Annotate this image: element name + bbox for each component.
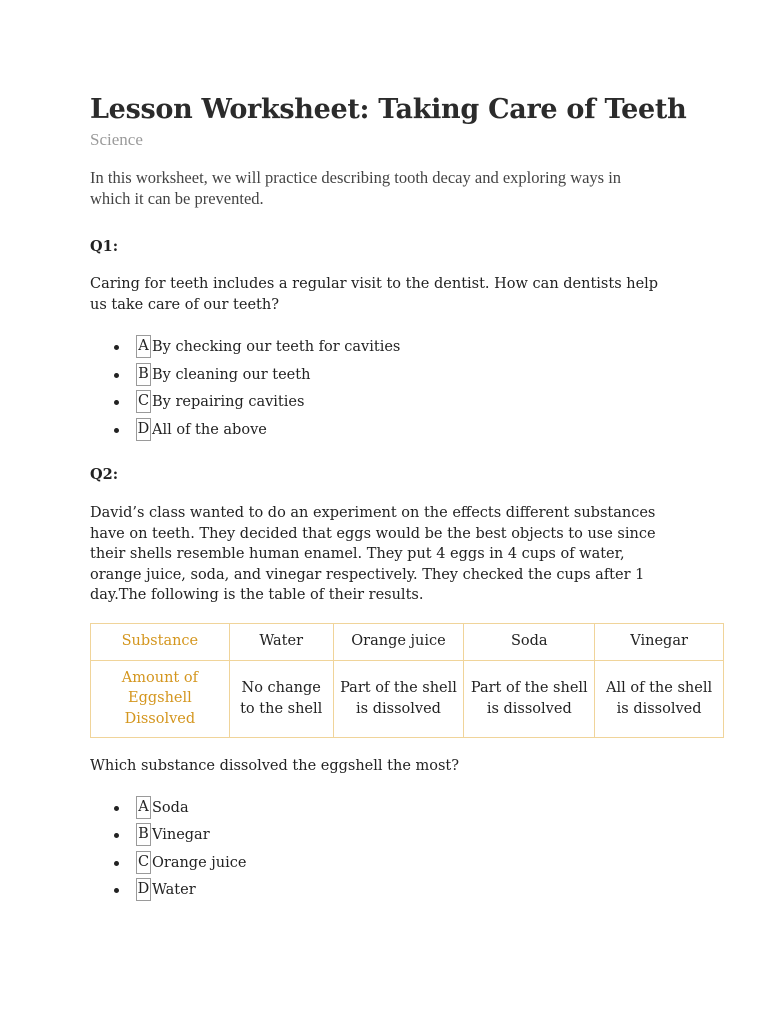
option-letter-box[interactable]: B xyxy=(136,823,151,846)
table-row-label: Amount of Eggshell Dissolved xyxy=(91,660,230,737)
q2-option-b[interactable] xyxy=(90,822,726,850)
option-letter-box[interactable]: D xyxy=(136,878,151,901)
table-cell: No change to the shell xyxy=(229,660,333,737)
bullet-icon xyxy=(114,806,119,811)
q1-option-a[interactable] xyxy=(90,334,726,362)
subject-label: Science xyxy=(90,130,143,149)
bullet-icon xyxy=(114,428,119,433)
option-text: Soda xyxy=(152,799,189,816)
question-1-options xyxy=(90,334,726,444)
bullet-icon xyxy=(114,833,119,838)
question-1-label: Q1: xyxy=(90,238,119,255)
option-letter-box[interactable]: C xyxy=(136,390,151,413)
option-letter-box[interactable]: D xyxy=(136,418,151,441)
q2-option-c[interactable] xyxy=(90,850,726,878)
q1-option-d[interactable] xyxy=(90,417,726,445)
intro-text: In this worksheet, we will practice describing tooth decay and exploring ways in which it can be prevented. xyxy=(90,168,622,208)
option-text: Orange juice xyxy=(152,854,247,871)
question-2-label: Q2: xyxy=(90,466,119,483)
page-title: Lesson Worksheet: Taking Care of Teeth xyxy=(90,94,687,125)
bullet-icon xyxy=(114,373,119,378)
option-text: Water xyxy=(152,882,196,898)
table-header-cell: Substance xyxy=(91,623,230,660)
table-cell: All of the shell is dissolved xyxy=(595,660,724,737)
question-2-prompt: Which substance dissolved the eggshell the most? xyxy=(90,757,460,774)
option-text: By cleaning our teeth xyxy=(152,366,311,383)
worksheet-page xyxy=(90,92,726,905)
q1-option-c[interactable] xyxy=(90,389,726,417)
bullet-icon xyxy=(114,345,119,350)
table-cell: Part of the shell is dissolved xyxy=(333,660,464,737)
table-header-cell: Water xyxy=(229,623,333,660)
q2-option-a[interactable] xyxy=(90,795,726,823)
table-header-row xyxy=(91,623,724,660)
option-text: By repairing cavities xyxy=(152,394,305,410)
option-letter-box[interactable]: C xyxy=(136,851,151,874)
table-header-cell: Orange juice xyxy=(333,623,464,660)
table-header-cell: Soda xyxy=(464,623,595,660)
question-2-options xyxy=(90,795,726,905)
table-row xyxy=(91,660,724,737)
table-cell: Part of the shell is dissolved xyxy=(464,660,595,737)
q2-option-d[interactable] xyxy=(90,877,726,905)
option-letter-box[interactable]: B xyxy=(136,363,151,386)
option-text: All of the above xyxy=(152,421,267,438)
option-letter-box[interactable]: A xyxy=(136,335,151,358)
bullet-icon xyxy=(114,861,119,866)
results-table xyxy=(90,623,724,738)
q1-option-b[interactable] xyxy=(90,362,726,390)
bullet-icon xyxy=(114,888,119,893)
option-text: By checking our teeth for cavities xyxy=(152,339,401,355)
option-text: Vinegar xyxy=(152,827,210,843)
question-1-text: Caring for teeth includes a regular visit to the dentist. How can dentists help us take care of our teeth? xyxy=(90,276,659,313)
bullet-icon xyxy=(114,400,119,405)
table-header-cell: Vinegar xyxy=(595,623,724,660)
option-letter-box[interactable]: A xyxy=(136,796,151,819)
question-2-text: David’s class wanted to do an experiment on the effects different substances have on teeth. They decided that eggs would be the best objects to use since their shells resemble human enamel. They put 4 eggs in 4 cups of water, orange juice, soda, and vinegar respectively. They checked the cups after 1 day.The following is the table of their results. xyxy=(90,505,656,603)
